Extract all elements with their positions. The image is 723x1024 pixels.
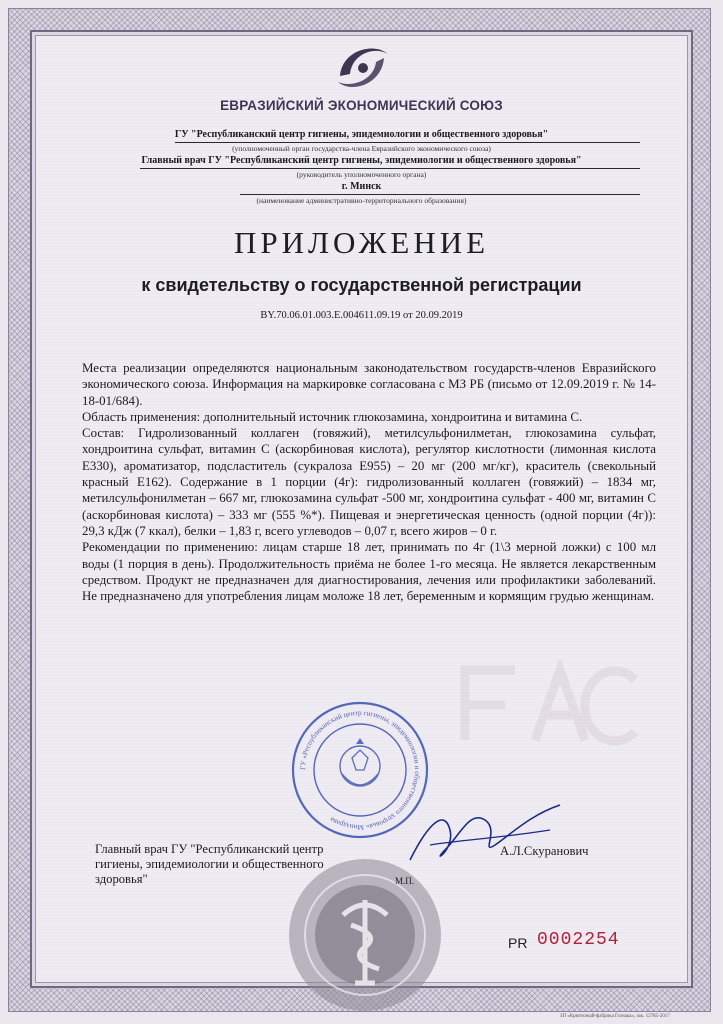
watermark [455, 660, 645, 750]
seal-place-mark: М.П. [395, 876, 415, 886]
head-underline [140, 168, 640, 169]
authority-field: ГУ "Республиканский центр гигиены, эпидемиологии и общественного здоровья" [174, 129, 549, 140]
authority-caption: (уполномоченный орган государства-члена Евразийского экономического союза) [232, 144, 491, 153]
document-title: ПРИЛОЖЕНИЕ [233, 225, 490, 260]
signatory-position: Главный врач ГУ "Республиканский центр гигиены, эпидемиологии и общественного здоровья" [95, 842, 324, 886]
head-field: Главный врач ГУ "Республиканский центр гигиены, эпидемиологии и общественного здоровья" [141, 155, 582, 166]
eaeu-emblem-icon [330, 36, 394, 98]
head-caption: (руководитель уполномоченного органа) [296, 170, 427, 179]
handwritten-signature [390, 790, 570, 880]
document-subtitle: к свидетельству о государственной регистрации [141, 275, 582, 295]
body-text [82, 360, 656, 604]
belarus-emblem-icon [340, 738, 380, 786]
application-paragraph: Область применения: дополнительный источник глюкозамина, хондроитина и витамина С. [82, 409, 583, 424]
union-title: ЕВРАЗИЙСКИЙ ЭКОНОМИЧЕСКИЙ СОЮЗ [220, 98, 503, 113]
serial-prefix: PR [508, 935, 528, 951]
printer-footnote: ЗП «Криптоный-фабрика Гознака», зак. 12785-2017 [560, 1014, 670, 1019]
registration-number: BY.70.06.01.003.E.004611.09.19 от 20.09.2019 [260, 310, 463, 321]
authority-underline [175, 142, 640, 143]
recommendations-paragraph: Рекомендации по применению: лицам старше 18 лет, принимать по 4г (1\3 мерной ложки) с 100 мл воды (1 порция в день). Продолжительность приёма не более 1-го месяца. Не является лекарственным средством. Продукт не предназначен для диагностирования, лечения или профилактики заболеваний. Не предназначено для употребления лицам моложе 18 лет, беременным и кормящим грудью женщинам. [82, 540, 656, 604]
serial-number: 0002254 [537, 930, 620, 950]
sales-places-paragraph: Места реализации определяются национальным законодательством государств-членов Евразийского экономического союза. Информация на маркировке согласована с МЗ РБ (письмо от 12.09.2019 г. № 14-18-01/684). [82, 361, 656, 408]
city-caption: (наименование административно-территориального образования) [256, 196, 467, 205]
signatory-name: А.Л.Скуранович [500, 844, 589, 858]
city-field: г. Минск [341, 181, 382, 192]
city-underline [240, 194, 640, 195]
composition-paragraph: Состав: Гидролизованный коллаген (говяжий), метилсульфонилметан, глюкозамина сульфат, хондроитина сульфат, витамин С (аскорбиновая кислота), регулятор кислотности (лимонная кислота Е330), ароматизатор, подсластитель (сукралоза Е955) – 20 мг (200 мг/кг), краситель (свекольный красный Е162). Содержание в 1 порции (4г): гидролизованный коллаген (говяжий) – 1834 мг, метилсульфонилметан – 667 мг, глюкозамина сульфат -500 мг, хондроитина сульфат - 400 мг, витамин С (аскорбиновая кислота) – 333 мг (555 %*). Пищевая и энергетическая ценность (одной порции (4г)): 29,3 кДж (7 ккал), белки – 1,83 г, всего углеводов – 0,07 г, всего жиров – 0 г. [82, 426, 656, 538]
stamp-text: ГУ «Республиканский центр гигиены, эпидемиологии и общественного здоровья» Минздрава [298, 708, 422, 832]
